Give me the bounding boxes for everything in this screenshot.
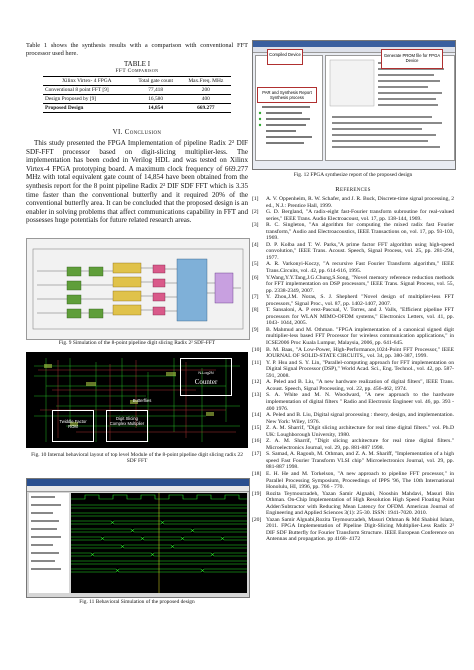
reference-text: B. M. Baas, "A Low-Power, High-Performance,1024-Point FFT Processor," IEEE JOURNAL OF SOLID-STATE CIRCUITS,, vol. 34, pp. 380-387, 1999. — [266, 346, 454, 360]
reference-item — [252, 209, 454, 222]
callout-compiled-device — [267, 49, 303, 65]
reference-item — [252, 307, 454, 327]
fig11-waveform-window — [26, 478, 250, 598]
reference-text: Z. A. M. Sharrif, "Digit slicing architecture for real time digital filters." vol. Ph.D UK: Loughborough University, 1980. — [266, 425, 454, 438]
reference-text: Y. P. Hsu and S. Y. Lin, "Parallel-computing approach for FFT implementation on Digital Signal Processor (DSP)," World Acad. Sci., Eng. Technol., vol. 42, pp. 587-591, 2008. — [266, 359, 454, 379]
reference-item — [252, 242, 454, 262]
section-heading-references: References — [335, 186, 371, 193]
reference-text: E. H. He and M. Torkelson, "A new approach to pipeline FFT processor," in Parallel Processing Symposium, Proceedings of IPPS '96, The 10th International Honolulu, HI, 1996, pp. 766 - 770. — [266, 470, 454, 491]
reference-item — [252, 412, 454, 425]
table-row — [43, 104, 231, 113]
intro-paragraph: Table 1 shows the synthesis results with a comparison with conventional FFT processor used here. — [26, 42, 248, 57]
reference-number: [13] — [252, 392, 262, 399]
table-cell: 16,580 — [131, 95, 181, 104]
reference-text: S. A. White and M. N. Woodward, "A new approach to the hardware implementation of digital filters " Radio and Electronic Engineer vol. 46, pp. 393 - 400 1976. — [266, 392, 454, 412]
waveform-signal-names — [29, 493, 69, 593]
table-row — [43, 95, 231, 104]
table-cell: 14,854 — [131, 104, 181, 113]
reference-item — [252, 471, 454, 491]
reference-text: A. R. Varkonyi-Koczy, "A recursive Fast Fourier Transform algorithm," IEEE Trans.Circuits, vol. 42, pp. 614-616, 1995. — [266, 261, 454, 275]
table-label: TABLE I — [123, 60, 151, 68]
reference-text: Y.Wang,Y.Y.Tang,J.G.Chung,S.Song, "Novel memory reference reduction methods for FFT implementation on DSP processors," IEEE Trans. Signal Process, vol. 55, pp. 2338-2349, 2007. — [266, 274, 454, 294]
table-title: FFT Comparison — [115, 68, 159, 74]
digit-slicing-box — [106, 410, 148, 442]
reference-item — [252, 438, 454, 451]
reference-item — [252, 196, 454, 209]
reference-number: [8] — [252, 307, 259, 314]
reference-text: G. D. Bergland, "A radix-eight fast-Fourier transform subroutine for real-valued series," IEEE Trans. Audio Electroacoust, vol. 17, pp. 138-144, 1969. — [266, 209, 454, 222]
conclusion-paragraph: This study presented the FPGA Implementation of pipeline Radix 2² DIF SDF-FFT processor based on digit-slicing multiplier-less. The implementation has been coded in Verilog HDL and was tested on Xilinx Virtex-4 FPGA prototyping board. A maximum clock frequency of 669.277 MHz with total equivalent gate count of 14,854 have been obtained from the synthesis report for the 8 point pipeline Radix 2² DIF SDF FFT which is 3.35 time faster than the conventional butterfly and it required 20% of the conventional butterfly area. It can be concluded that the proposed design is an enabler in solving problems that affect communications capability in FFT and possesses huge potentials for future related research areas. — [26, 139, 248, 225]
counter-label: Counter — [194, 378, 218, 386]
fig10-layout — [26, 352, 248, 448]
reference-text: Yazan Samir Algnabi,Rozita Teymourzadeh, Masuri Othman & Md Shabiul Islam, 2011. FPGA Implementation of Pipeline Digit-Slicing Multiplier-Less Radix 2² DIF SDF Butterfly for Fourier Transform Structure. IEEE European Conference on Antennas and propagation. pp 4168- 4172 — [266, 516, 454, 543]
reference-item — [252, 360, 454, 380]
callout-generate-prom — [381, 49, 443, 69]
callout-generate-label: Generate PROM file for FPGA Device — [383, 53, 441, 63]
fig9-caption: Fig. 9 Simulation of the 8-point pipeline digit slicing Radix 2² SDF-FFT — [58, 340, 216, 346]
reference-item — [252, 347, 454, 360]
table-cell: 77,418 — [131, 86, 181, 95]
table-header-row — [43, 77, 231, 86]
reference-text: Z. A. M. Sharrif, "Digit slicing architecture for real time digital filters." Microelectronics Journal, vol. 29, pp. 881-887 1998. — [266, 438, 454, 451]
reference-text: A. Peled and B. Liu, "A new hardware realization of digital filters", IEEE Trans. Acoust. Speech, Signal Processing, vol. 22, pp. 456-462, 1974. — [266, 379, 454, 392]
reference-item — [252, 261, 454, 274]
table-header: Max.Freq. MHz — [181, 77, 231, 86]
reference-number: [15] — [252, 425, 262, 432]
reference-number: [19] — [252, 490, 262, 497]
reference-list — [252, 196, 454, 543]
table-cell: 669.277 — [181, 104, 231, 113]
reference-item — [252, 222, 454, 242]
waveform-title-bar — [27, 479, 249, 486]
reference-number: [16] — [252, 438, 262, 445]
reference-number: [2] — [252, 209, 259, 216]
reference-text: D. P. Kolba and T. W. Parks,"A prime factor FFT algorithm using high-speed convolution," IEEE Trans. Acoust. Speech, Signal Process, vol. 25, pp. 281-294, 1977. — [266, 241, 454, 261]
callout-par-report — [257, 87, 317, 103]
reference-item — [252, 379, 454, 392]
table-cell: 200 — [181, 86, 231, 95]
reference-number: [11] — [252, 359, 262, 366]
reference-number: [4] — [252, 241, 259, 248]
comparison-table — [43, 76, 231, 113]
twiddle-rom-box — [52, 410, 94, 442]
reference-number: [3] — [252, 222, 259, 229]
reference-item — [252, 327, 454, 347]
reference-number: [7] — [252, 294, 259, 301]
butterflies-label: Butterflies — [132, 398, 152, 403]
reference-item — [252, 425, 454, 438]
reference-item — [252, 451, 454, 471]
reference-number: [12] — [252, 379, 262, 386]
twiddle-rom-label: Twiddle Factor ROM — [59, 419, 87, 429]
section-heading-conclusion: VI. Conclusion — [112, 128, 162, 136]
reference-text: T. Sansaloni, A. P erez-Pascual, V. Torres, and J. Valls, "Efficient pipeline FFT processors for WLAN MIMO-OFDM systems," Electronics Letters, vol. 41, pp. 1043- 1044, 2005. — [266, 307, 454, 327]
reference-number: [14] — [252, 412, 262, 419]
reference-number: [10] — [252, 346, 262, 353]
waveform-display — [71, 493, 247, 593]
reference-number: [17] — [252, 451, 262, 458]
table-row — [43, 86, 231, 95]
reference-text: R. C. Singleton, "An algorithm for computing the mixed radix fast Fourier transform," Audio and Electroacoustics, IEEE Transactions on, vol. 17, pp. 93-103, 1969. — [266, 222, 454, 242]
reference-text: A. V. Oppenheim, R. W. Schafer, and J. R. Buck, Discrete-time signal processing, 2 ed., N.J.: Prentice Hall, 1999. — [266, 196, 454, 209]
counter-small-label: N-Log2N — [198, 371, 214, 375]
digit-slicing-label: Digit Slicing Complex Multiplier — [109, 416, 145, 426]
table-cell: Proposed Design — [43, 104, 131, 113]
reference-number: [20] — [252, 516, 262, 523]
reference-text: Y. Zhou,J.M. Noras, S. J. Shepherd "Novel design of multiplier-less FFT processors," Signal Proc., vol. 87, pp. 1402-1407, 2007. — [266, 294, 454, 307]
comparison-table-wrap — [26, 76, 248, 113]
reference-item — [252, 294, 454, 307]
table-cell: 400 — [181, 95, 231, 104]
reference-number: [18] — [252, 470, 262, 477]
fig9-schematic — [27, 239, 249, 339]
table-cell: Conventional 8 point FFT [9] — [43, 86, 131, 95]
waveform-toolbar — [27, 486, 249, 492]
table-header: Xilinx Virtex- 4 FPGA — [43, 77, 131, 86]
reference-text: S. Samad, A. Ragoub, M. Othman, and Z. A. M. Shariff, "Implementation of a high speed Fast Fourier Transform VLSI chip" Microelectronics Journal, vol. 29, pp. 881-887 1998. — [266, 451, 454, 471]
callout-par-label: PAR and Synthesis Report Synthesis process — [262, 90, 312, 100]
reference-text: B. Mahmud and M. Othman. "FPGA implementation of a canonical signed digit multiplier-less based FFT Processor for wireless communication applications," in ICSE2006 Proc Kuala Lumpur, Malaysia, 2006, pp. 641-645. — [266, 326, 454, 347]
reference-item — [252, 517, 454, 543]
reference-number: [6] — [252, 274, 259, 281]
butterflies-region — [122, 398, 162, 404]
reference-text: Rozita Teymourzadeh, Yazan Samir Algnabi, Nooshin Mahdavi, Masuri Bin Othman. On-Chip Implementation of High Resolution High Speed Floating Point Adder/Subtractor with Reducing Mean Latency for OFDM. American Journal of Engineering and Applied Sciences 3(1): 25-30. ISSN: 1941-7020. 2010. — [266, 490, 454, 517]
table-cell: Design Proposed by [9] — [43, 95, 131, 104]
reference-number: [5] — [252, 261, 259, 268]
reference-number: [1] — [252, 196, 259, 202]
ise-report-pane — [325, 55, 455, 161]
fig9-block-diagram — [26, 238, 250, 340]
reference-item — [252, 392, 454, 412]
reference-item — [252, 275, 454, 295]
reference-text: A. Peled and B. Liu, Digital signal processing : theory, design, and implementation. New York: Wiley, 1976. — [266, 412, 454, 425]
table-header: Total gate count — [131, 77, 181, 86]
counter-box — [180, 358, 232, 396]
reference-item — [252, 491, 454, 517]
ise-process-pane — [255, 55, 323, 161]
fig11-caption: Fig. 11 Behavioral Simulation of the proposed design — [79, 599, 195, 605]
fig12-ise-screenshot — [252, 40, 456, 170]
fig10-caption: Fig. 10 Internal behavioral layout of top level Module of the 8-point pipeline digit slicing radix 22 SDF FFT — [31, 452, 243, 465]
callout-compiled-label: Compiled Device — [269, 52, 301, 57]
fig12-caption: Fig. 12 FPGA synthesize report of the proposed design — [293, 172, 413, 178]
reference-number: [9] — [252, 326, 259, 333]
